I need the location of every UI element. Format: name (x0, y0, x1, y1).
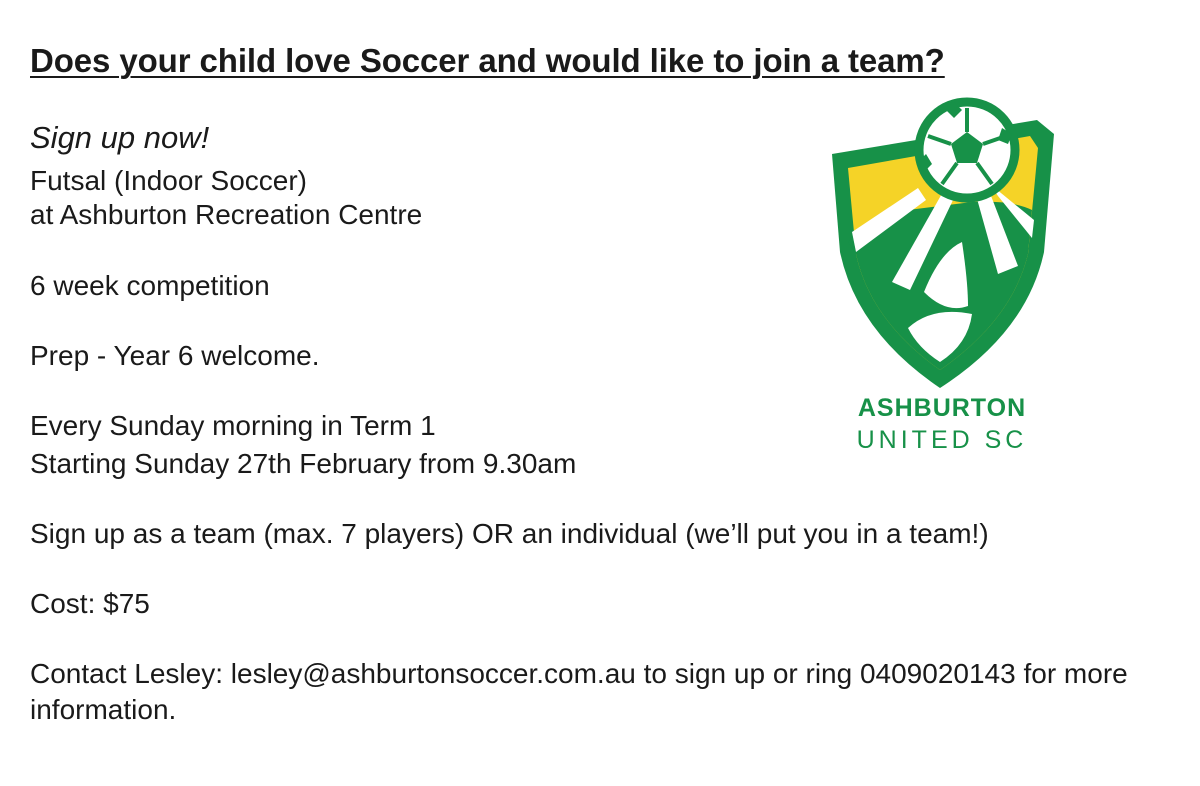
shield-crest-icon (822, 92, 1062, 392)
club-logo (822, 92, 1068, 464)
futsal-line: Futsal (Indoor Soccer) (30, 165, 307, 196)
logo-wordmark-top: ASHBURTON (857, 394, 1027, 422)
signup-callout: Sign up now! (30, 120, 210, 155)
logo-wordmark-bottom: UNITED SC (856, 426, 1028, 454)
contact-line: Contact Lesley: lesley@ashburtonsoccer.com.au to sign up or ring 0409020143 for more information. (30, 658, 1128, 725)
cost-line: Cost: $75 (30, 588, 150, 619)
schedule-line: Every Sunday morning in Term 1 (30, 410, 436, 441)
grades-line: Prep - Year 6 welcome. (30, 340, 320, 371)
flyer-headline: Does your child love Soccer and would like to join a team? (30, 42, 945, 79)
team-info-line: Sign up as a team (max. 7 players) OR an individual (we’ll put you in a team!) (30, 518, 989, 549)
start-line: Starting Sunday 27th February from 9.30am (30, 448, 577, 479)
competition-line: 6 week competition (30, 270, 270, 301)
venue-line: at Ashburton Recreation Centre (30, 199, 423, 230)
